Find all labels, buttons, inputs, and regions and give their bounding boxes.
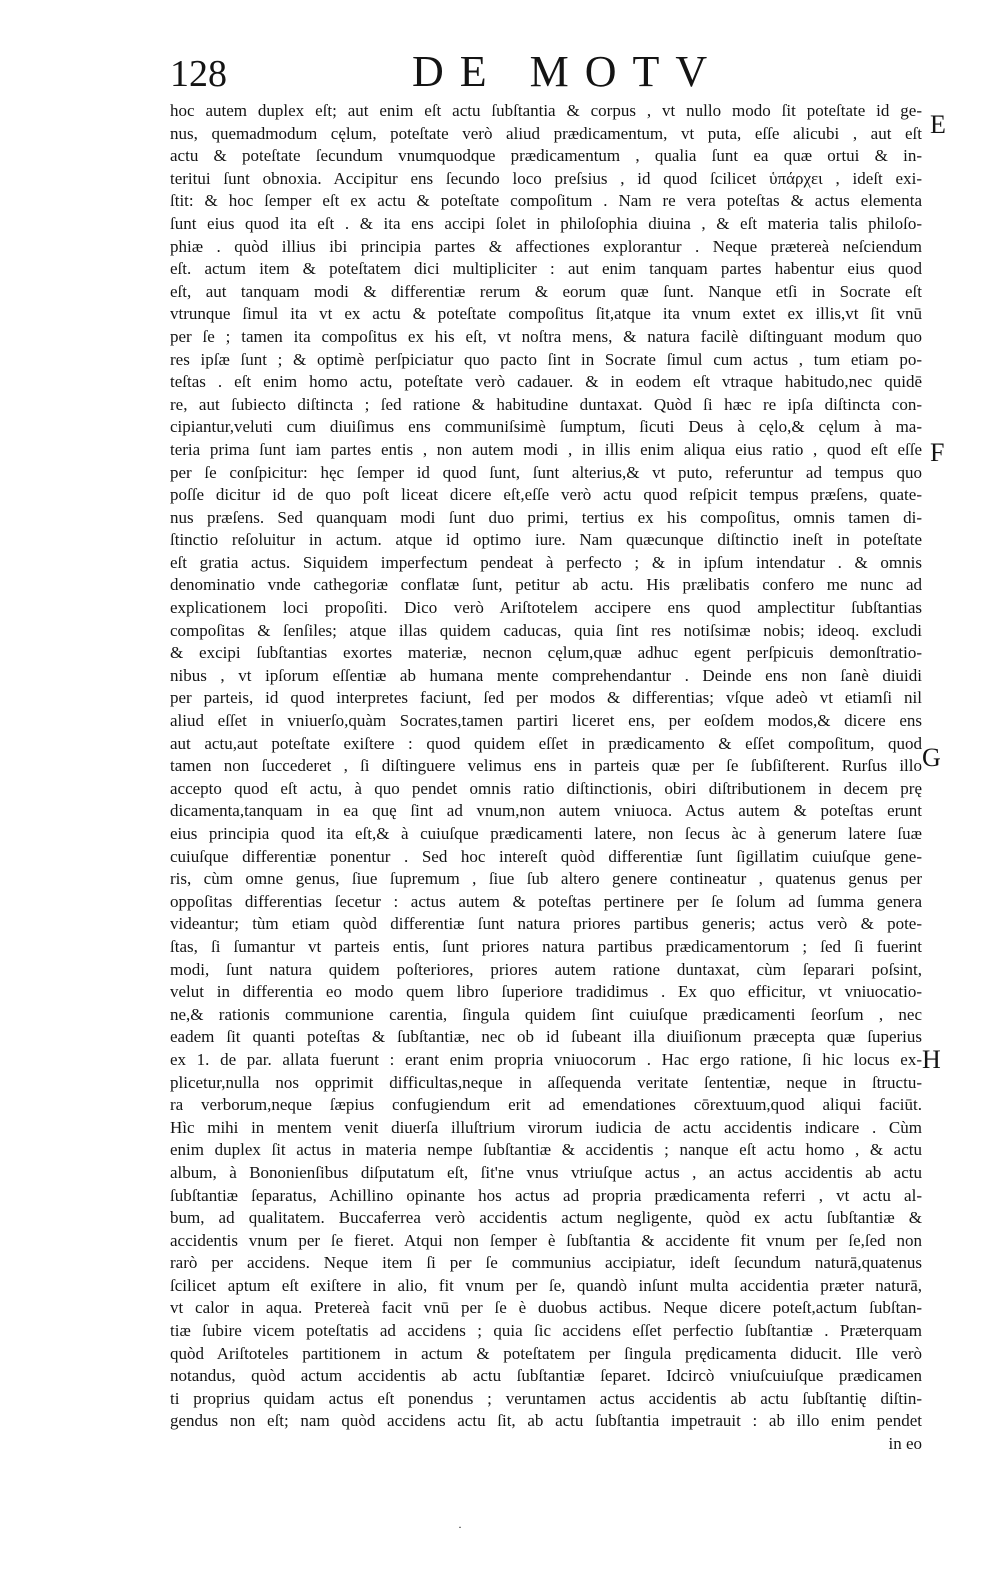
body-line: teritui ſunt obnoxia. Accipitur ens ſecundo loco preſsius , id quod ſcilicet ὑπάρχει , ideſt exi- (170, 168, 922, 188)
margin-letter-e: E (930, 110, 946, 139)
body-line: videantur; tùm etiam quòd differentiæ ſunt natura priores partibus generis; actus verò & pote- (170, 914, 922, 934)
body-line: poſſe dicitur id de quo poſt liceat dicere eſt,eſſe verò actu quod reſpicit tempus præſens, quate- (170, 485, 922, 505)
running-title: DE MOTV (412, 47, 724, 96)
body-line: accepto quod eſt actu, à quo pendet omnis ratio diſtinctionis, obiri diſtributionem in decem prę (170, 778, 922, 798)
body-line: quòd Ariſtoteles partitionem in actum & poteſtatem per ſingula prędicamenta diducit. Ille verò (170, 1343, 922, 1363)
body-line: nibus , vt ipſorum eſſentiæ ab humana mente comprehendantur . Deinde ens non ſanè diuidi (170, 665, 922, 685)
body-line: teſtas . eſt enim homo actu, poteſtate verò cadauer. & in eodem eſt vtraque habitudo,nec quidē (170, 372, 922, 392)
body-line: nus, quemadmodum cęlum, poteſtate verò aliud prædicamentum, vt puta, eſſe alicubi , aut eſt (170, 123, 922, 143)
body-line: ex 1. de par. allata fuerunt : erant enim propria vniuocorum . Hac ergo ratione, ſi hic locus ex- (170, 1049, 922, 1069)
body-line: denominatio vnde cathegoriæ conflatæ ſunt, petitur ab actu. His prælibatis confero me nunc ad (170, 575, 922, 595)
body-line: & excipi ſubſtantias exortes materiæ, necnon cęlum,quæ adhuc egent perſpicuis demonſtratio- (170, 643, 922, 663)
body-line: tamen non ſuccederet , ſi diſtinguere velimus ens in parteis quæ per ſe ſubſiſterent. Rurſus illo (170, 756, 922, 776)
body-line: ris, cùm omne genus, ſiue ſupremum , ſiue ſub altero genere contineatur , quatenus genus per (170, 869, 922, 889)
printer-mark: · (458, 1520, 462, 1534)
body-line: oppoſitas differentias ſecetur : actus autem & poteſtas pertinere per ſe ſolum ad ſumma genera (170, 891, 922, 911)
body-line: phiæ . quòd illius ibi principia partes & affectiones explorantur . Neque prætereà neſciendum (170, 236, 922, 256)
body-line: cipiantur,veluti cum diuiſimus ens communiſsimè ſumptum, ſicuti Deus à cęlo,& cęlum à ma- (170, 417, 922, 437)
body-line: explicationem loci propoſiti. Dico verò Ariſtotelem accipere ens quod amplectitur ſubſtantias (170, 598, 922, 618)
body-line: compoſitas & ſenſiles; atque illas quidem caducas, quia ſint res notiſsimæ nobis; ideoq. excludi (170, 620, 922, 640)
body-line: rarò per accidens. Neque item ſi per ſe communius accipiatur, ideſt ſecundum naturā,quatenus (170, 1253, 922, 1273)
body-line: notandus, quòd actum accidentis ab actu ſubſtantiæ ſeparet. Idcircò vniuſcuiuſque prædicamen (170, 1366, 922, 1386)
body-line: dicamenta,tanquam in ea quę ſint ad vnum,non autem vniuoca. Actus autem & poteſtas erunt (170, 801, 922, 821)
body-line: teria prima ſunt iam partes entis , non autem modi , in illis enim aliqua eius ratio , quod eſt eſſe (170, 439, 922, 459)
body-line: ne,& rationis communione carentia, ſingula quidem ſint cuiuſque prædicamenti ſeorſum , nec (170, 1004, 922, 1024)
page-number: 128 (170, 53, 227, 95)
body-line: enim duplex ſit actus in materia nempe ſubſtantiæ & accidentis ; nanque eſt actu homo , & actu (170, 1140, 922, 1160)
body-line: nus præſens. Sed quanquam modi ſunt duo primi, tertius ex his compoſitus, omnis tamen di- (170, 507, 922, 527)
body-line: eſt. actum item & poteſtatem dici multipliciter : aut enim tanquam partes habentur eius quod (170, 259, 922, 279)
body-line: cuiuſque differentiæ ponentur . Sed hoc intereſt quòd differentiæ ſunt ſigillatim cuiuſque gene- (170, 846, 922, 866)
body-line: ſubſtantiæ ſeparatus, Achillino opinante hos actus ad propria prædicamenta referri , vt actu al- (170, 1185, 922, 1205)
body-line: eſt gratia actus. Siquidem imperfectum pendeat à perfecto ; & in ipſum intendatur . & omnis (170, 552, 922, 572)
body-line: velut in differentia eo modo quem libro ſuperiore tradidimus . Ex quo efficitur, vt vniuocatio- (170, 982, 922, 1002)
body-line: accidentis vnum per ſe fieret. Atqui non ſemper è ſubſtantia & accidente fit vnum per ſe,ſed non (170, 1230, 922, 1250)
body-line: album, à Bononienſibus diſputatum eſt, ſit'ne vnus vtriuſque actus , an actus accidentis ab actu (170, 1162, 922, 1182)
body-line: aliud eſſet in vniuerſo,quàm Socrates,tamen partiri liceret ens, per eoſdem modos,& dicere ens (170, 711, 922, 731)
body-line: per parteis, id quod interpretes faciunt, ſed per modos & differentias; vſque adeò vt etiamſi nil (170, 688, 922, 708)
body-line: ti proprius quidam actus eſt ponendus ; veruntamen actus accidentis ab actu ſubſtantię diſtin- (170, 1388, 922, 1408)
body-line: per ſe ; tamen ita compoſitus ex his eſt, vt noſtra mens, & natura facilè diſtinguant modum quo (170, 326, 922, 346)
body-line: per ſe conſpicitur: hęc ſemper id quod ſunt, ſunt alterius,& vt puto, referuntur ad tempus quo (170, 462, 922, 482)
body-line: plicetur,nulla nos opprimit difficultas,neque in aſſequenda veritate ſententiæ, neque in ſtructu- (170, 1072, 922, 1092)
margin-letter-f: F (930, 438, 945, 467)
body-line: Hìc mihi in mentem venit diuerſa illuſtrium virorum iudicia de actu accidentis indicare . Cùm (170, 1117, 922, 1137)
body-line: eius principia quod ita eſt,& à cuiuſque prædicamenti latere, non ſecus àc à generum latere ſuæ (170, 824, 922, 843)
body-line: ſunt eius quod ita eſt . & ita ens accipi ſolet in philoſophia diuina , & eſt materia talis philoſo- (170, 213, 922, 233)
body-line: eadem ſit quanti poteſtas & ſubſtantiæ, nec ob id ſubeant illa diuiſionum præcepta quæ ſuperius (170, 1027, 922, 1047)
body-line: ſtas, ſi ſumantur vt parteis entis, ſunt priores natura partibus prædicamentorum ; ſed ſi fuerint (170, 936, 922, 956)
body-line: ſtinctio reſoluitur in actum. atque id optimo iure. Nam quæcunque diſtinctio ineſt in poteſtate (170, 530, 922, 550)
body-line: vtrunque ſimul ita vt ex actu & poteſtate compoſitus ſit,atque ita vnum extet ex illis,vt ſit vnū (170, 304, 922, 324)
body-line: bum, ad qualitatem. Buccaferrea verò accidentis actum negligente, quòd ex actu ſubſtantiæ & (170, 1208, 922, 1228)
body-line: ſcilicet aptum eſt exiſtere in alio, fit vnum per ſe, quandò inſunt multa accidentia præter naturā, (170, 1275, 922, 1295)
margin-letter-g: G (922, 743, 941, 772)
body-line: res ipſæ ſunt ; & optimè perſpiciatur quo pacto ſint in Socrate ſimul cum actus , tum etiam po- (170, 349, 922, 369)
body-line: hoc autem duplex eſt; aut enim eſt actu ſubſtantia & corpus , vt nullo modo ſit poteſtate id ge- (170, 101, 922, 120)
body-line: tiæ ſubire vicem poteſtatis ad accidens ; quia ſic accidens eſſet perfectio ſubſtantiæ . Præterquam (170, 1321, 922, 1341)
body-line: aut actu,aut poteſtate exiſtere : quod quidem eſſet in prædicamento & eſſet compoſitum, quod (170, 733, 922, 753)
body-line: re, aut ſubiecto diſtincta ; ſed ratione & habitudine duntaxat. Quòd ſi hæc re ipſa diſtincta con- (170, 394, 922, 414)
body-line: gendus non eſt; nam quòd accidens actu ſit, ab actu ſubſtantia impetrauit : ab illo enim pendet (170, 1411, 922, 1431)
body-line: modi, ſunt natura quidem poſteriores, priores autem ratione duntaxat, cùm ſeparari poſsint, (170, 959, 922, 979)
body-text (170, 100, 922, 1456)
body-line: eſt, aut tanquam modi & differentiæ rerum & eorum quæ ſunt. Nanque etſi in Socrate eſt (170, 281, 922, 301)
body-line: vt calor in aqua. Pretereà facit vnū per ſe è duobus actibus. Neque dicere poteſt,actum ſubſtan- (170, 1298, 922, 1318)
body-line: in eo (888, 1434, 922, 1454)
body-line: actu & poteſtate ſecundum vnumquodque prædicamentum , qualia ſunt ea quæ ortui & in- (170, 146, 922, 166)
body-line: ſtit: & hoc ſemper eſt ex actu & poteſtate compoſitum . Nam re vera poteſtas & actus elementa (170, 191, 922, 211)
body-line: ra verborum,neque ſæpius confugiendum erit ad emendationes cōrextuum,quod aliqui faciūt. (170, 1095, 922, 1115)
margin-letter-h: H (922, 1045, 941, 1074)
